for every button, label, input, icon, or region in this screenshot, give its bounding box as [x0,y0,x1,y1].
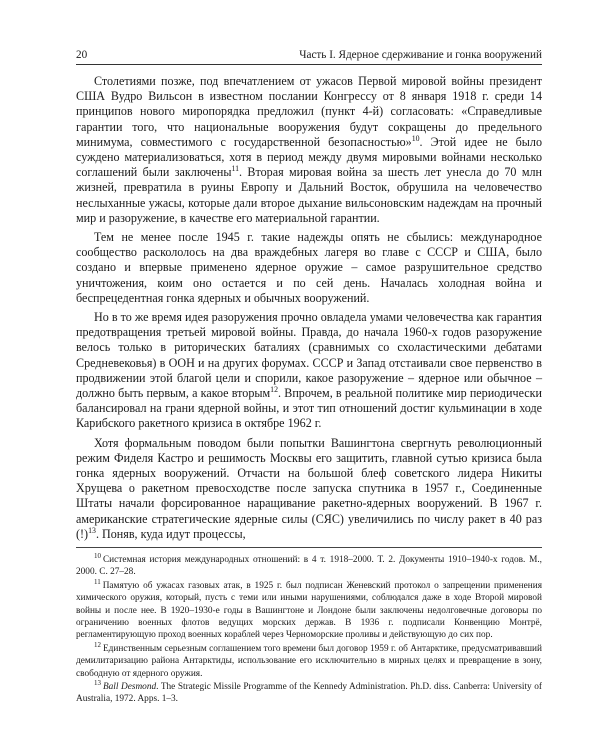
header-rule [76,64,542,65]
footnote-author: Ball Desmond [102,682,157,693]
footnote-10: $^{10}$ Системная история международных отношений: в 4 т. 1918–2000. Т. 2. Документы 1910–1940-х годов. М., 2000. С. 27–28. [76,551,542,578]
footnote-ref-12: 12 [270,385,279,395]
page-number: 20 [76,49,88,61]
running-title: Часть I. Ядерное сдерживание и гонка вооружений [299,49,542,61]
footnote-ref-11: 11 [231,164,240,174]
footnote-12: $^{12}$ Единственным серьезным соглашением того времени был договор 1959 г. об Антарктике, предусматривавший демилитаризацию района Антарктиды, использование его исключительно в мирных целях и превращение в зону, свободную от ядерного оружия. [76,640,542,679]
paragraph-2: Тем не менее после 1945 г. такие надежды опять не сбылись: международное сообщество раскололось на два враждебных лагеря во главе с СССР и США, было создано и впервые применено ядерное оружие – самое разрушительное средство уничтожения, коим оно остается и по сей день. Началась холодная война и беспрецедентная гонка ядерных и обычных вооружений. [76,230,542,305]
paragraph-4: Хотя формальным поводом были попытки Вашингтона свергнуть революционный режим Фиделя Кастро и решимость Москвы его защитить, главной сутью кризиса была гонка ядерных вооружений. Отчасти на большой блеф советского лидера Никиты Хрущева о ракетном превосходстве после запуска спутника в 1957 г., Соединенные Штаты начали форсированное наращивание ракетно-ядерных вооружений. В 1967 г. американские стратегические ядерные силы (СЯС) увеличились по числу ракет в 40 раз (!)$^{13}$. Поняв, куда идут процессы, [76,435,542,541]
paragraph-3: Но в то же время идея разоружения прочно овладела умами человечества как гарантия предотвращения третьей мировой войны. Правда, до начала 1960-х годов разоружение велось только в риторических баталиях (сравнимых со схоластическими дебатами Средневековья) в ООН и на других форумах. СССР и Запад отстаивали свое первенство в продвижении этой благой цели и спорили, какое разоружение – ядерное или обычное – должно быть первым, а какое вторым$^{12}$. Впрочем, в реальной политике мир периодически балансировал на грани ядерной войны, и этот тип отношений достиг кульминации в ходе Карибского ракетного кризиса в октябре 1962 г. [76,310,542,431]
paragraph-1: Столетиями позже, под впечатлением от ужасов Первой мировой войны президент США Вудро Вильсон в известном послании Конгрессу от 8 января 1918 г. среди 14 принципов нового миропорядка предложил (пункт 4-й) согласовать: «Справедливые гарантии того, что национальные вооружения будут сокращены до предельного минимума, совместимого с государственной безопасностью»$^{10}$. Этой идее не было суждено материализоваться, хотя в период между двумя мировыми войнами несколько соглашений были заключены$^{11}$. Вторая мировая война за шесть лет унесла до 70 млн жизней, превратила в руины Европу и Дальний Восток, обрушила на человечество неслыханные ужасы, которые дали второе дыхание вильсоновским надеждам на прочный мир и разоружение, в качестве его материальной гарантии. [76,74,542,225]
main-text [76,74,542,546]
footnote-rule [76,547,542,548]
footnote-ref-13: 13 [88,525,96,535]
footnote-ref-10: 10 [411,133,420,143]
footnote-13: $^{13}$ Ball Desmond. The Strategic Missile Programme of the Kennedy Administration. Ph.D. diss. Canberra: University of Australia, 1972. Apps. 1–3. [76,678,542,705]
footnotes [76,551,542,707]
footnote-11: $^{11}$ Памятую об ужасах газовых атак, в 1925 г. был подписан Женевский протокол о запрещении применения химического оружия, который, пусть с теми или иными нарушениями, соблюдался даже в ходе Второй мировой войны и после нее. В 1920–1930-е годы в Вашингтоне и Лондоне были заключены недолговечные договоры по ограничению военных флотов ведущих морских держав. В 1936 г. подписали Конвенцию Монтрё, регламентирующую проход военных кораблей через Черноморские проливы и действующую до сих пор. [76,577,542,641]
